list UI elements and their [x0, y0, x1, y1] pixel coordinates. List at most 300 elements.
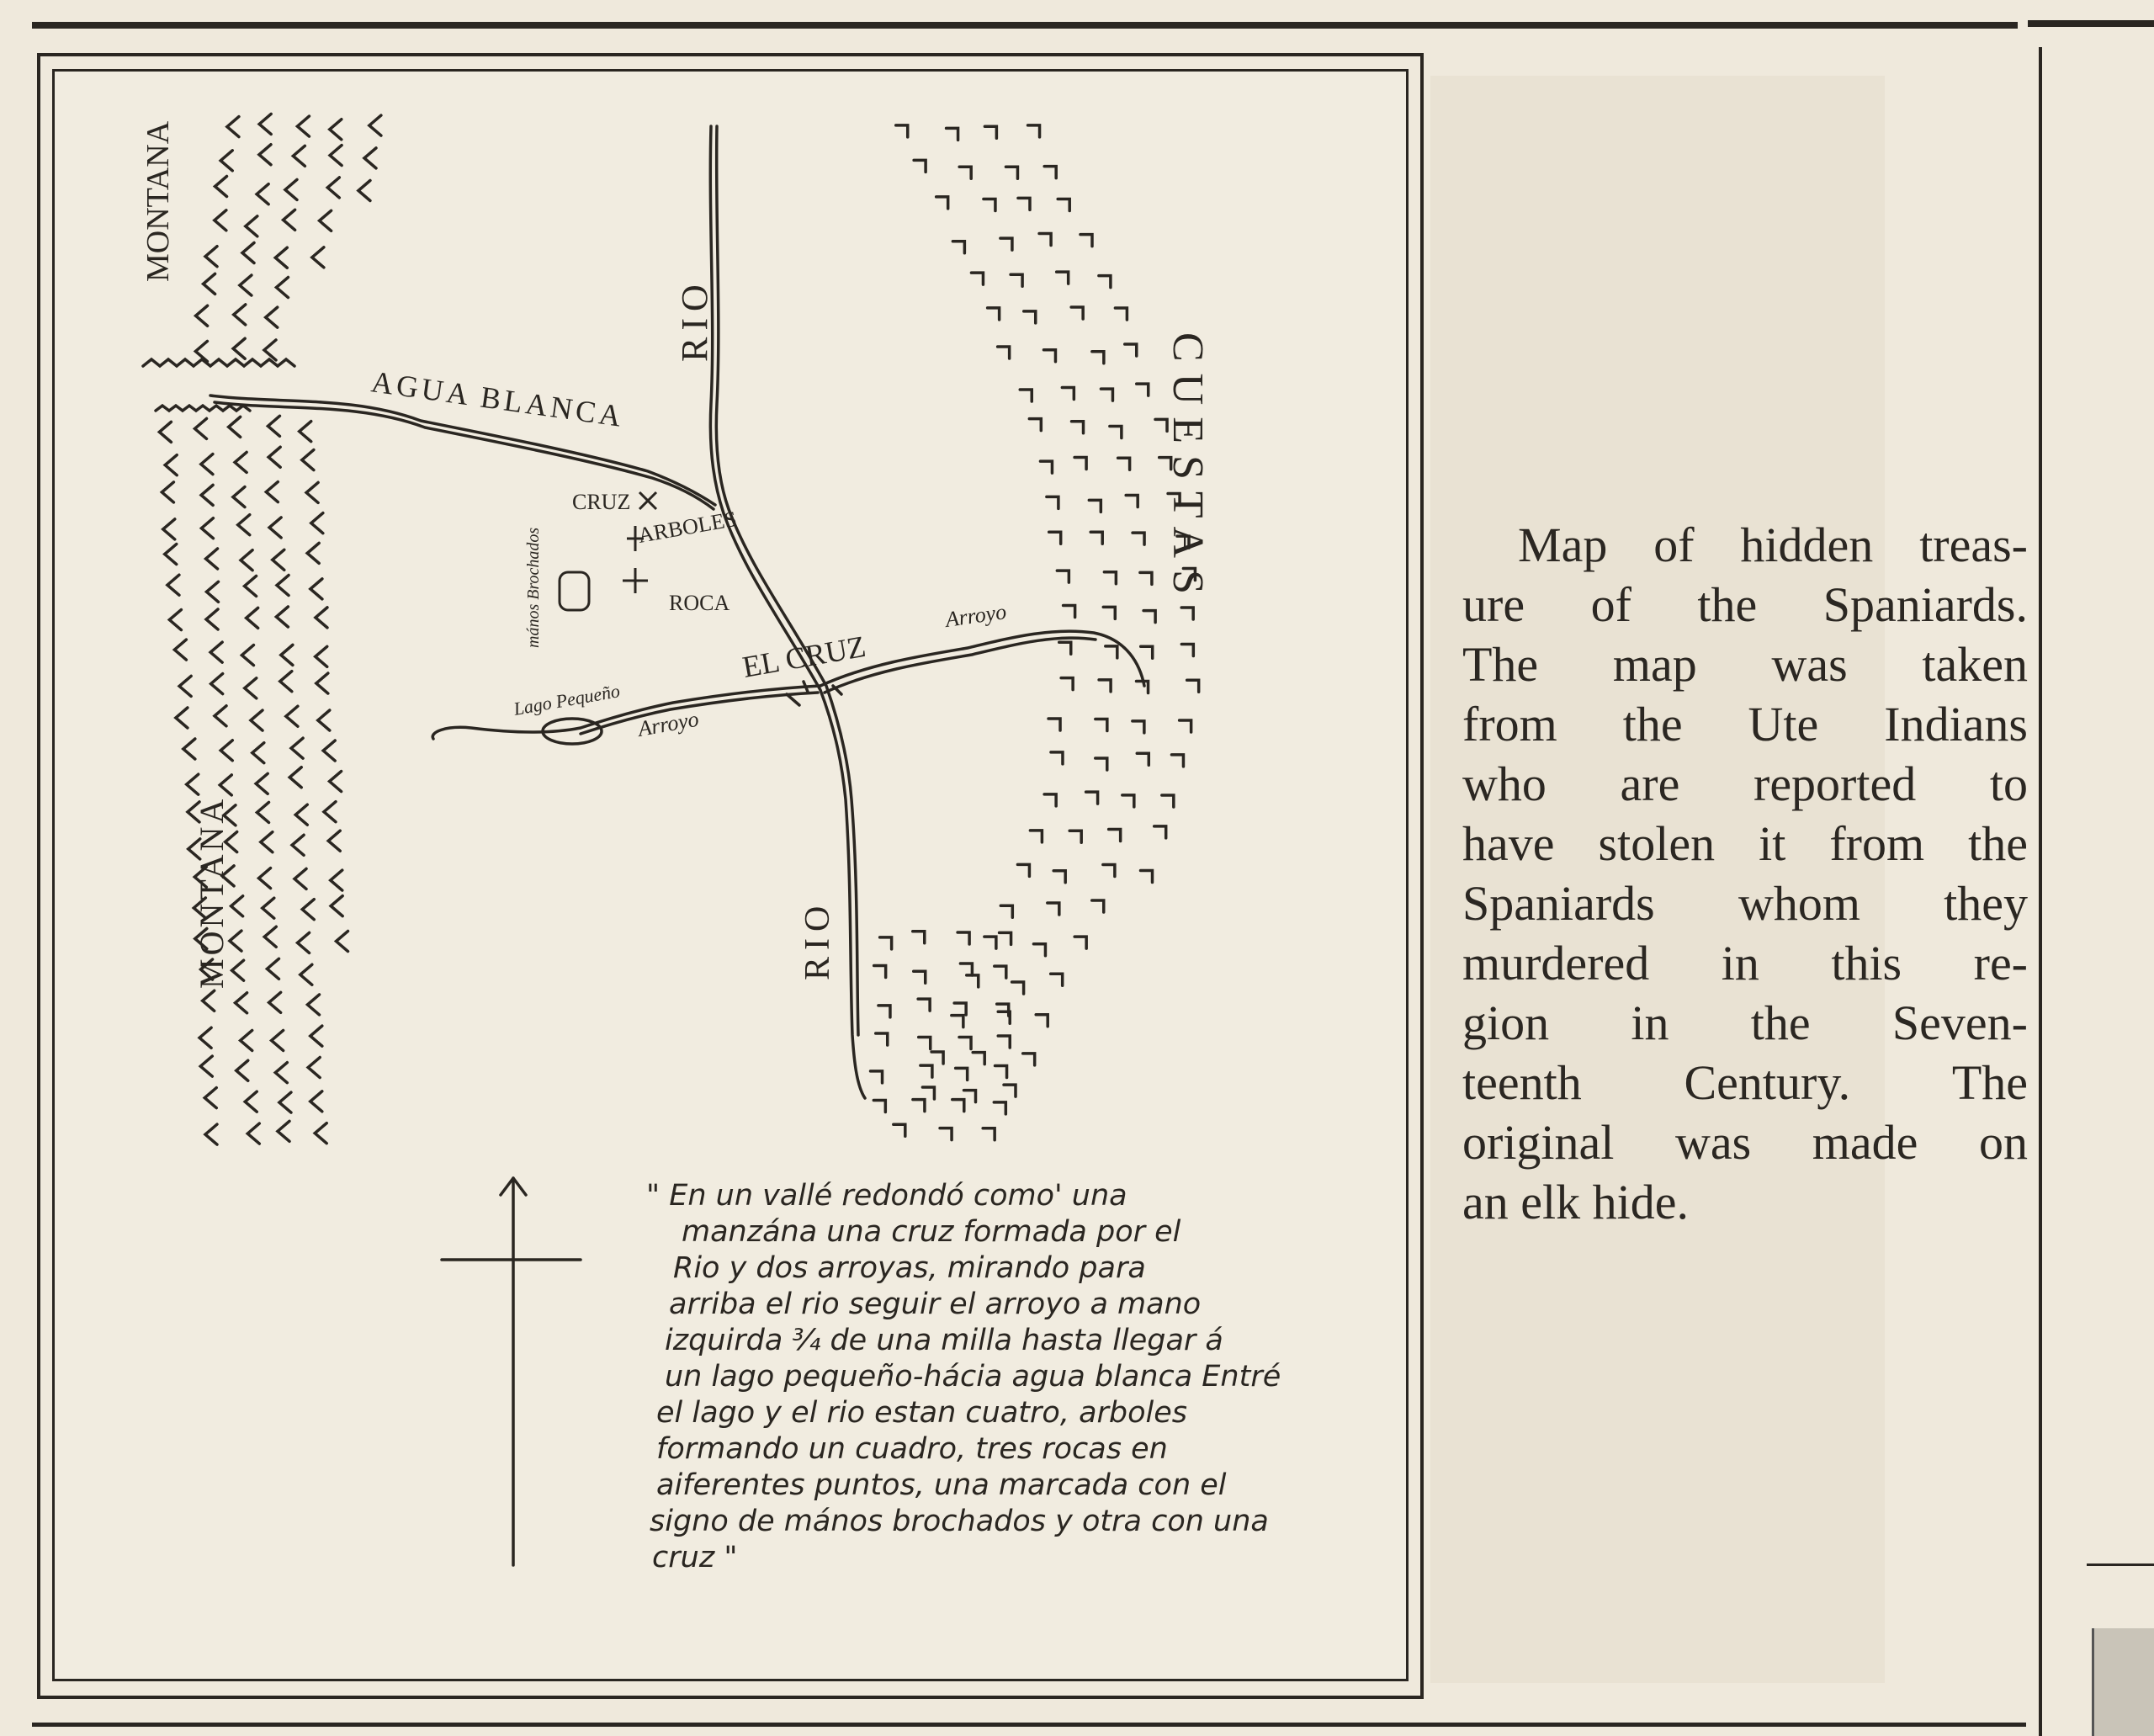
caption-line: murdered in this re-: [1462, 936, 2028, 990]
hill-mark: [971, 273, 983, 284]
hill-mark: [994, 1102, 1005, 1114]
mountain-mark: [165, 544, 177, 565]
hill-mark: [952, 242, 964, 253]
caption-line: have stolen it from the: [1462, 816, 2028, 871]
mountain-mark: [227, 117, 239, 137]
hill-mark: [940, 1128, 952, 1140]
hill-mark: [984, 126, 996, 138]
hill-mark: [1187, 680, 1199, 692]
mountain-mark: [236, 1060, 248, 1080]
hill-mark: [1071, 307, 1083, 319]
hill-mark: [959, 167, 971, 178]
hill-mark: [1044, 167, 1056, 178]
hill-mark: [1140, 572, 1152, 584]
hill-mark: [1141, 646, 1153, 658]
inscription-line: Rio y dos arroyas, mirando para: [673, 1251, 1146, 1285]
agua-blanca-creek: [210, 396, 715, 505]
label-cruz: CRUZ: [572, 490, 631, 514]
mountain-mark: [300, 964, 312, 985]
mountain-mark: [308, 1058, 320, 1078]
mountain-mark: [231, 896, 243, 916]
mountain-mark: [310, 579, 322, 599]
mountain-mark: [201, 485, 213, 505]
mountain-mark: [310, 1091, 322, 1112]
hill-mark: [1062, 388, 1074, 400]
mountain-mark: [307, 543, 319, 563]
caption-line: Spaniards whom they: [1462, 876, 2028, 931]
hill-mark: [1004, 1085, 1016, 1096]
mountain-mark: [316, 673, 328, 693]
mountain-mark: [169, 610, 181, 630]
mountain-mark: [235, 452, 247, 472]
mountain-mark: [311, 513, 323, 534]
mountain-mark: [330, 146, 342, 166]
hill-mark: [952, 1016, 963, 1027]
mountain-mark: [364, 148, 376, 168]
inscription-line: signo de mános brochados y otra con una: [650, 1505, 1269, 1538]
hill-mark: [1099, 680, 1111, 692]
hill-mark: [1162, 795, 1174, 807]
hill-mark: [1154, 826, 1166, 838]
label-roca: ROCA: [669, 591, 730, 615]
hill-mark: [1171, 755, 1183, 767]
hill-mark: [1109, 829, 1121, 841]
mountain-mark: [278, 1121, 289, 1141]
hill-mark: [1040, 461, 1052, 473]
hill-mark: [1012, 982, 1024, 994]
mountain-mark: [259, 114, 271, 134]
mountain-mark: [331, 870, 342, 890]
hill-mark: [1051, 974, 1063, 985]
mountain-mark: [232, 960, 244, 980]
mountain-ridge: [143, 359, 294, 366]
hill-mark: [1057, 272, 1069, 284]
hill-mark: [959, 1037, 971, 1049]
hill-mark: [1180, 720, 1191, 732]
hill-mark: [896, 125, 908, 137]
mountain-mark: [285, 179, 297, 199]
mountain-mark: [211, 674, 223, 694]
mountain-mark: [275, 247, 287, 268]
hill-mark: [1092, 900, 1104, 912]
hill-mark: [1133, 721, 1144, 733]
hill-mark: [1141, 870, 1153, 882]
mountain-mark: [318, 710, 330, 730]
label-arboles: ARBOLES: [636, 506, 739, 548]
river-line-2: [716, 126, 858, 1035]
mountain-mark: [241, 550, 252, 571]
hill-mark: [1030, 831, 1042, 842]
hill-mark: [914, 971, 926, 983]
label-lago-pequeno: Lago Pequeño: [512, 680, 622, 719]
mountain-mark: [276, 607, 288, 627]
mountain-mark: [215, 210, 226, 231]
label-arroyo-west: Arroyo: [636, 706, 701, 741]
hill-mark: [1106, 646, 1117, 658]
mountain-mark: [330, 119, 342, 140]
mountain-mark: [292, 835, 304, 855]
hill-mark: [1028, 125, 1040, 137]
mountain-mark: [238, 515, 250, 535]
hill-mark: [1096, 719, 1107, 730]
inscription-line: aiferentes puntos, una marcada con el: [656, 1468, 1227, 1502]
caption-line: teenth Century. The: [1462, 1055, 2028, 1110]
map-caption: [1462, 515, 2028, 1232]
hill-mark: [1090, 532, 1102, 544]
mountain-mark: [240, 275, 252, 295]
label-montana-bottom: MONTANA: [193, 795, 231, 989]
mountain-mark: [259, 868, 271, 889]
mountain-mark: [307, 995, 319, 1015]
inscription-line: el lago y el rio estan cuatro, arboles: [656, 1396, 1188, 1430]
mountain-mark: [204, 1088, 216, 1108]
mountain-mark: [327, 178, 339, 198]
mountain-mark: [252, 743, 264, 763]
hill-mark: [1000, 932, 1011, 944]
label-arroyo-east: Arroyo: [943, 599, 1008, 632]
mountain-mark: [310, 1026, 322, 1046]
hill-mark: [918, 999, 930, 1011]
mountain-mark: [300, 422, 311, 442]
label-el-cruz: EL CRUZ: [740, 629, 868, 684]
inscription-line: formando un cuadro, tres rocas en: [656, 1432, 1168, 1466]
mountain-mark: [261, 832, 273, 852]
mountain-mark: [167, 575, 179, 595]
mountain-mark: [259, 145, 271, 165]
inscription-line: cruz ": [652, 1541, 738, 1574]
mountain-mark: [279, 1092, 291, 1112]
mountain-mark: [286, 706, 298, 726]
hill-mark: [914, 160, 926, 172]
mountain-mark: [206, 609, 218, 629]
hill-mark: [1043, 350, 1055, 362]
hill-mark: [1096, 758, 1107, 770]
mountain-mark: [336, 932, 348, 952]
mountain-mark: [176, 708, 188, 728]
mountain-mark: [257, 184, 268, 204]
mountain-mark: [241, 1030, 252, 1050]
hill-mark: [1049, 532, 1061, 544]
label-hands: mános Brochados: [524, 527, 543, 648]
label-rio-north: RIO: [674, 278, 715, 362]
hill-mark: [874, 965, 886, 977]
hill-mark: [1143, 611, 1155, 623]
hill-mark: [1023, 1054, 1035, 1065]
caption-line: original was made on: [1462, 1115, 2028, 1170]
mountain-mark: [229, 417, 241, 437]
mountain-mark: [174, 640, 186, 660]
mountain-mark: [234, 305, 246, 325]
label-agua-blanca: AGUA BLANCA: [369, 364, 627, 434]
hands-symbol: [560, 572, 589, 610]
hill-mark: [1181, 645, 1193, 656]
hill-mark: [1074, 457, 1086, 469]
hill-mark: [995, 966, 1006, 978]
mountain-mark: [195, 418, 207, 438]
arroyo-west: [432, 686, 820, 739]
mountain-mark: [316, 646, 327, 666]
label-cuestas: CUESTAS: [1164, 332, 1212, 606]
mountain-mark: [179, 676, 191, 696]
hill-mark: [1103, 607, 1115, 618]
inscription-line: arriba el rio seguir el arroyo a mano: [669, 1287, 1202, 1321]
hill-mark: [1044, 794, 1056, 806]
mountain-mark: [206, 549, 218, 569]
mountain-mark: [245, 1091, 257, 1112]
mountain-mark: [267, 958, 279, 979]
mountain-mark: [298, 932, 310, 953]
hill-mark: [984, 937, 996, 948]
mountain-mark: [306, 482, 318, 502]
mountain-mark: [266, 482, 278, 502]
mountain-mark: [268, 447, 280, 467]
mountain-mark: [330, 772, 342, 792]
mountain-mark: [187, 774, 199, 794]
hill-mark: [1110, 426, 1122, 438]
hill-mark: [998, 347, 1010, 358]
mountain-mark: [315, 1123, 326, 1144]
mountain-mark: [241, 645, 253, 666]
hill-mark: [922, 1087, 934, 1099]
mountain-mark: [183, 739, 195, 759]
mountain-mark: [205, 247, 217, 267]
mountain-mark: [245, 576, 257, 596]
mountain-mark: [302, 450, 314, 470]
hill-mark: [1057, 571, 1069, 582]
hill-mark: [878, 1006, 890, 1017]
mountain-mark: [297, 116, 309, 136]
inscription-line: un lago pequeño-hácia agua blanca Entré: [665, 1360, 1281, 1394]
hill-mark: [894, 1124, 905, 1136]
mountain-chevrons: [143, 114, 381, 1144]
hill-mark: [1033, 944, 1045, 956]
hill-mark: [1086, 792, 1098, 804]
hill-mark: [1018, 198, 1030, 210]
mountain-mark: [275, 1063, 287, 1083]
hill-mark: [1104, 572, 1116, 584]
mountain-mark: [236, 993, 247, 1013]
hill-mark: [1048, 719, 1060, 730]
hill-mark: [1118, 458, 1130, 470]
mountain-mark: [256, 773, 268, 794]
mountain-mark: [281, 645, 293, 665]
mountain-mark: [294, 868, 306, 889]
mountain-mark: [272, 1030, 284, 1050]
mountain-mark: [233, 338, 245, 358]
hill-mark: [984, 199, 995, 210]
mountain-mark: [284, 210, 295, 230]
mountain-mark: [264, 340, 276, 360]
hill-mark: [1039, 234, 1051, 246]
mountain-mark: [280, 672, 292, 692]
mountain-mark: [316, 608, 327, 628]
inscription-line: izquirda ¾ de una milla hasta llegar á: [665, 1324, 1223, 1357]
label-montana-top: MONTANA: [141, 120, 176, 282]
mountain-mark: [273, 549, 284, 570]
mountain-mark: [246, 216, 257, 236]
hill-mark: [1020, 390, 1032, 401]
map-inscription: [639, 1178, 1430, 1576]
mountain-mark: [163, 519, 175, 539]
mountain-mark: [210, 642, 222, 662]
mountain-mark: [215, 706, 226, 726]
hill-mark: [913, 1100, 925, 1112]
mountain-mark: [269, 992, 281, 1012]
hill-mark: [876, 1033, 888, 1045]
mountain-mark: [201, 518, 213, 539]
hill-mark: [956, 1068, 968, 1080]
mountain-mark: [266, 307, 278, 327]
hill-mark: [1017, 864, 1029, 876]
caption-line: an elk hide.: [1462, 1175, 1689, 1229]
hill-mark: [967, 975, 979, 987]
hill-mark: [1047, 496, 1058, 508]
mountain-mark: [242, 243, 254, 263]
hill-mark: [913, 932, 925, 943]
mountain-mark: [302, 900, 314, 920]
hill-mark: [1137, 384, 1149, 396]
caption-line: Map of hidden treas-: [1518, 518, 2028, 572]
hill-mark: [931, 1052, 943, 1064]
mountain-mark: [245, 678, 257, 698]
hill-mark: [1103, 864, 1115, 876]
mountain-mark: [200, 1056, 212, 1076]
mountain-mark: [230, 931, 241, 951]
mountain-mark: [196, 305, 208, 326]
hill-mark: [1036, 1015, 1048, 1027]
mountain-mark: [257, 802, 268, 822]
mountain-mark: [295, 804, 307, 825]
mountain-mark: [203, 990, 215, 1011]
mountain-mark: [328, 831, 340, 851]
caption-line: ure of the Spaniards.: [1462, 577, 2028, 632]
hill-mark: [983, 1128, 995, 1140]
caption-line: who are reported to: [1462, 757, 2028, 811]
mountain-mark: [324, 802, 336, 822]
hill-mark: [920, 1065, 932, 1077]
mountain-mark: [215, 177, 227, 197]
cross-symbol: [639, 492, 656, 509]
hill-mark: [988, 308, 1000, 320]
mountain-mark: [331, 896, 342, 916]
hill-mark: [1125, 344, 1137, 356]
mountain-mark: [293, 146, 305, 166]
hill-mark: [1064, 606, 1075, 618]
mountain-mark: [268, 416, 279, 436]
mountain-mark: [220, 151, 232, 171]
mountain-mark: [206, 581, 218, 602]
mountain-mark: [289, 767, 301, 788]
hill-mark: [1122, 795, 1134, 807]
hill-mark: [871, 1071, 883, 1083]
mountain-mark: [320, 210, 332, 231]
hill-mark: [1074, 937, 1086, 948]
hill-mark: [873, 1101, 885, 1112]
hill-mark: [1029, 419, 1041, 431]
caption-line: gion in the Seven-: [1462, 995, 2028, 1050]
hill-mark: [1092, 352, 1104, 364]
caption-line: The map was taken: [1462, 637, 2028, 692]
hill-mark: [960, 964, 972, 975]
mountain-mark: [269, 518, 281, 538]
mountain-mark: [247, 1123, 259, 1144]
hill-mark: [954, 1003, 966, 1015]
hill-mark: [1115, 308, 1127, 320]
hill-mark: [963, 1091, 975, 1102]
hill-mark: [1089, 500, 1101, 512]
mountain-mark: [251, 710, 263, 730]
mountain-mark: [291, 738, 303, 758]
mountain-mark: [312, 247, 324, 268]
hill-mark: [1000, 905, 1012, 917]
mountain-mark: [165, 455, 177, 475]
hill-mark: [936, 197, 948, 209]
inscription-line: manzána una cruz formada por el: [682, 1215, 1181, 1249]
mountain-ridge: [156, 406, 250, 411]
hill-mark: [1011, 274, 1022, 286]
hill-mark: [1053, 871, 1065, 883]
hill-mark: [995, 1065, 1007, 1077]
hill-mark: [1126, 496, 1138, 507]
hill-mark: [1005, 167, 1017, 178]
mountain-mark: [323, 741, 335, 761]
mountain-mark: [205, 1124, 217, 1144]
hill-mark: [1024, 311, 1036, 323]
hill-mark: [1101, 389, 1112, 401]
label-rio-south: RIO: [798, 899, 837, 980]
hill-mark: [1048, 903, 1059, 915]
mountain-mark: [233, 487, 245, 507]
hill-mark: [919, 1038, 931, 1049]
mountain-mark: [358, 181, 370, 201]
mountain-mark: [263, 898, 274, 918]
hill-mark: [947, 128, 958, 140]
hill-mark: [880, 937, 892, 949]
hill-mark: [1000, 238, 1012, 250]
mountain-mark: [201, 454, 213, 475]
mountain-mark: [369, 115, 381, 135]
inscription-line: " En un vallé redondó como' una: [646, 1179, 1127, 1213]
hill-mark: [1080, 235, 1092, 247]
mountain-mark: [199, 1027, 211, 1048]
mountain-mark: [247, 608, 258, 628]
mountain-mark: [277, 576, 289, 596]
hill-mark: [952, 1100, 964, 1112]
hill-mark: [1099, 276, 1111, 288]
hill-mark: [1072, 422, 1084, 433]
hill-mark: [1137, 753, 1149, 765]
mountain-mark: [220, 741, 232, 761]
mountain-mark: [159, 422, 171, 442]
hill-mark: [998, 1036, 1010, 1048]
hill-mark: [1059, 642, 1071, 654]
hill-mark: [1051, 752, 1063, 764]
mountain-mark: [220, 775, 231, 795]
caption-line: from the Ute Indians: [1462, 697, 2028, 751]
hill-mark: [1133, 533, 1144, 544]
river-line: [710, 126, 868, 1098]
mountain-mark: [276, 278, 288, 298]
mountain-mark: [162, 482, 173, 502]
hill-mark: [973, 1053, 984, 1064]
hill-mark: [1069, 831, 1081, 842]
mountain-mark: [204, 273, 215, 294]
mountain-mark: [264, 926, 276, 947]
hill-mark: [997, 1004, 1009, 1016]
hill-mark: [1061, 678, 1073, 690]
hill-mark: [1181, 608, 1193, 619]
hill-mark: [1058, 199, 1069, 211]
